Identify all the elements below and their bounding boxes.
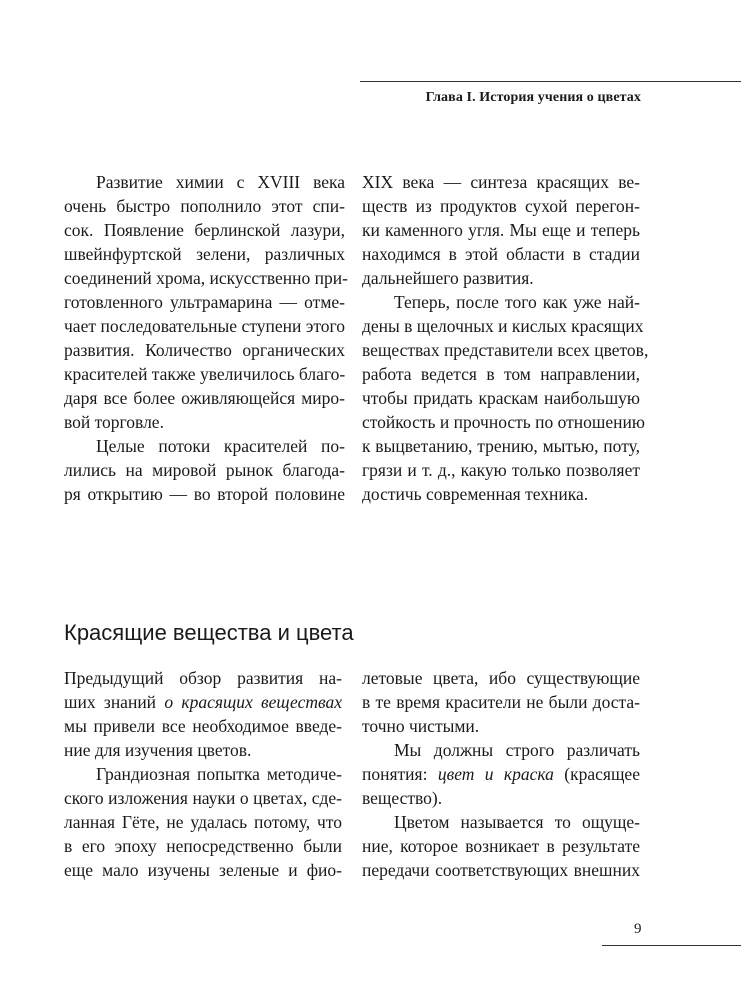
text-line: вой торговле. xyxy=(64,412,164,432)
text-line: Мы должны строго различать xyxy=(394,740,640,760)
text-line: ние для изучения цветов. xyxy=(64,740,252,760)
section2-left-column xyxy=(64,666,342,882)
section-title: Красящие вещества и цвета xyxy=(64,620,354,646)
text-line: ки каменного угля. Мы еще и теперь xyxy=(362,220,640,240)
text-line: ние, которое возникает в результате xyxy=(362,836,640,856)
text-line: работа ведется в том направлении, xyxy=(362,364,640,384)
text-line xyxy=(362,762,640,786)
text-line: Теперь, после того как уже най- xyxy=(394,292,640,312)
italic-term: цвет и краска xyxy=(437,764,554,784)
text-line: швейнфуртской зелени, различных xyxy=(64,244,345,264)
section1-right-column xyxy=(362,170,649,506)
text-line: XIX века — синтеза красящих ве- xyxy=(362,172,640,192)
text-line: в его эпоху непосредственно были xyxy=(64,836,342,856)
text-line: грязи и т. д., какую только позволяет xyxy=(362,460,640,480)
text-line: стойкость и прочность по отношению xyxy=(362,412,645,432)
text-line xyxy=(64,690,342,714)
text-line: развития. Количество органических xyxy=(64,340,345,360)
text-line: летовые цвета, ибо существующие xyxy=(362,668,640,688)
text-line: Грандиозная попытка методиче- xyxy=(96,764,342,784)
text-line: очень быстро пополнило этот спи- xyxy=(64,196,345,216)
text-line: вещество). xyxy=(362,788,443,808)
text-span: (красящее xyxy=(553,764,640,784)
header-rule xyxy=(360,81,741,82)
text-line: Целые потоки красителей по- xyxy=(96,436,345,456)
text-line: находимся в этой области в стадии xyxy=(362,244,640,264)
text-line: веществах представители всех цветов, xyxy=(362,340,649,360)
text-line: лились на мировой рынок благода- xyxy=(64,460,345,480)
text-line: ществ из продуктов сухой перегон- xyxy=(362,196,640,216)
text-line: ря открытию — во второй половине xyxy=(64,484,345,504)
footer-rule xyxy=(602,945,741,946)
section2-right-column xyxy=(362,666,640,882)
text-line: чтобы придать краскам наибольшую xyxy=(362,388,640,408)
section1-left-column xyxy=(64,170,348,506)
text-line: Цветом называется то ощуще- xyxy=(394,812,640,832)
running-head: Глава I. История учения о цветах xyxy=(425,90,641,105)
text-line: передачи соответствующих внешних xyxy=(362,860,640,880)
text-line: ского изложения науки о цветах, сде- xyxy=(64,788,342,808)
text-line: мы привели все необходимое введе- xyxy=(64,716,342,736)
text-line: точно чистыми. xyxy=(362,716,480,736)
text-line: соединений хрома, искусственно при- xyxy=(64,268,348,288)
text-line: сок. Появление берлинской лазури, xyxy=(64,220,345,240)
page-number: 9 xyxy=(634,921,642,937)
text-line: дены в щелочных и кислых красящих xyxy=(362,316,644,336)
text-line: Предыдущий обзор развития на- xyxy=(64,668,342,688)
text-line: Развитие химии с XVIII века xyxy=(96,172,345,192)
text-line: красителей также увеличилось благо- xyxy=(64,364,346,384)
text-line: к выцветанию, трению, мытью, поту, xyxy=(362,436,640,456)
text-line: ланная Гёте, не удалась потому, что xyxy=(64,812,342,832)
italic-term: о красящих веществах xyxy=(164,692,342,712)
text-line: достичь современная техника. xyxy=(362,484,589,504)
text-span: понятия: xyxy=(362,764,438,784)
text-line: готовленного ультрамарина — отме- xyxy=(64,292,345,312)
text-line: даря все более оживляющейся миро- xyxy=(64,388,345,408)
text-line: чает последовательные ступени этого xyxy=(64,316,345,336)
text-span: ших знаний xyxy=(64,692,165,712)
text-line: еще мало изучены зеленые и фио- xyxy=(64,860,342,880)
text-line: дальнейшего развития. xyxy=(362,268,534,288)
text-line: в те время красители не были доста- xyxy=(362,692,640,712)
